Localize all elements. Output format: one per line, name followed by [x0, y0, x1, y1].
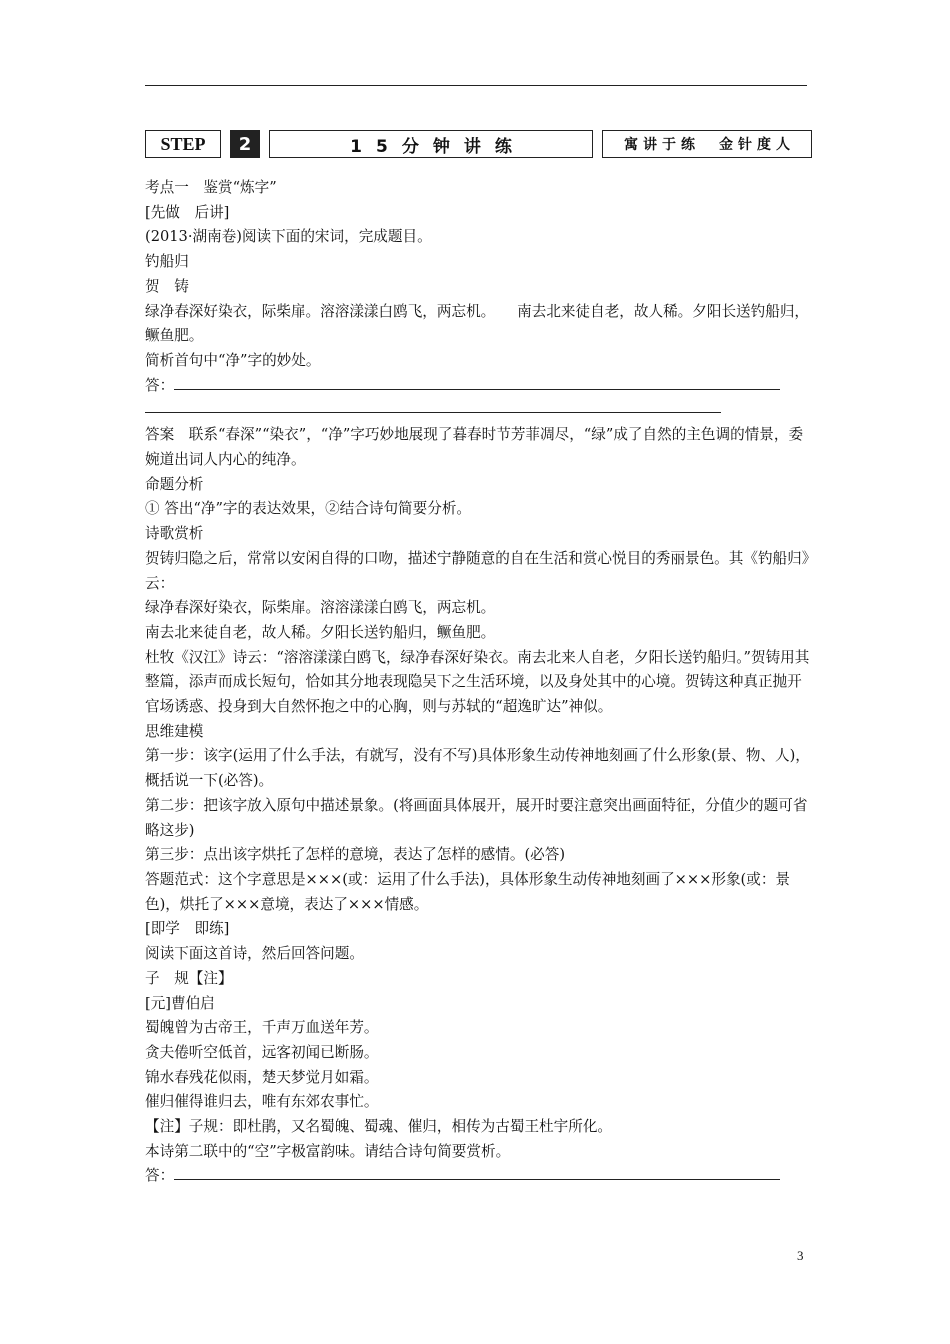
exercise-poem-line: 贪夫倦听空低首，远客初闻已断肠。 [145, 1043, 379, 1061]
section-title: 15分钟讲练 [269, 130, 593, 158]
appreciation-text: 贺铸归隐之后，常常以安闲自得的口吻，描述宁静随意的自在生活和赏心悦目的秀丽景色。其《钓船归》云： [145, 549, 810, 592]
analysis-text: ① 答出“净”字的表达效果，②结合诗句简要分析。 [145, 500, 472, 518]
exercise-question: 本诗第二联中的“空”字极富韵味。请结合诗句简要赏析。 [145, 1142, 511, 1160]
exercise-poem-line: 催归催得谁归去，唯有东郊农事忙。 [145, 1093, 379, 1111]
exercise-intro: 阅读下面这首诗，然后回答问题。 [145, 945, 364, 963]
section-motto: 寓讲于练 金针度人 [602, 130, 812, 158]
answer-text: 答案 联系“春深”“染衣”，“净”字巧妙地展现了暮春时节芳菲凋尽，“绿”成了自然的主色调的情景，委婉道出词人内心的纯净。 [145, 426, 804, 469]
page-number: 3 [797, 1248, 804, 1263]
method-step-2: 第二步：把该字放入原句中描述景象。(将画面具体展开，展开时要注意突出画面特征，分值少的题可省略这步) [145, 796, 808, 839]
method-step-3: 第三步：点出该字烘托了怎样的意境，表达了怎样的感情。(必答) [145, 846, 566, 864]
exercise-poem-title: 子 规【注】 [145, 969, 233, 987]
exercise-poem-line: 蜀魄曾为古帝王，千声万血送年芳。 [145, 1019, 379, 1037]
answer-label: 答： [145, 376, 175, 394]
answer-template: 答题范式：这个字意思是×××(或：运用了什么手法)，具体形象生动传神地刻画了×××形象(或：景色)，烘托了×××意境，表达了×××情感。 [145, 870, 791, 913]
practice-tag: [先做 后讲] [145, 203, 230, 221]
step-number: 2 [230, 130, 260, 158]
method-step-1: 第一步：该字(运用了什么手法，有就写，没有不写)具体形象生动传神地刻画了什么形象(景、物、人)，概括说一下(必答)。 [145, 747, 810, 790]
method-heading: 思维建模 [145, 722, 204, 740]
poem-author: 贺 铸 [145, 277, 189, 295]
answer-blank[interactable] [174, 375, 780, 390]
question-text: 简析首句中“净”字的妙处。 [145, 351, 321, 369]
exercise-poem-author: [元]曹伯启 [145, 994, 215, 1012]
answer-row [145, 374, 810, 399]
poem-line: 南去北来徒自老，故人稀。夕阳长送钓船归，鳜鱼肥。 [145, 623, 496, 641]
exercise-tag: [即学 即练] [145, 920, 230, 938]
final-answer-label: 答： [145, 1167, 175, 1185]
step-label: STEP [145, 130, 221, 158]
poem-line: 绿净春深好染衣，际柴扉。溶溶漾漾白鸥飞，两忘机。 [145, 599, 496, 617]
exercise-note: 【注】子规：即杜鹃，又名蜀魄、蜀魂、催归，相传为古蜀王杜宇所化。 [145, 1118, 613, 1136]
answer-blank-2[interactable] [145, 398, 721, 413]
exercise-poem-line: 锦水春残花似雨，楚天梦觉月如霜。 [145, 1068, 379, 1086]
appreciation-heading: 诗歌赏析 [145, 525, 204, 543]
analysis-heading: 命题分析 [145, 475, 204, 493]
topic-heading: 考点一 鉴赏“炼字” [145, 179, 277, 196]
final-answer-row [145, 1164, 810, 1189]
appreciation-text-2: 杜牧《汉江》诗云：“溶溶漾漾白鸥飞，绿净春深好染衣。南去北来人自老，夕阳长送钓船归。”贺铸用其整篇，添声而成长短句，恰如其分地表现隐吴下之生活环境，以及身处其中的心境。贺铸这种真正抛开官场诱惑、投身到大自然怀抱之中的心胸，则与苏轼的“超逸旷达”神似。 [145, 648, 810, 716]
final-answer-blank[interactable] [174, 1165, 780, 1180]
poem-title: 钓船归 [145, 253, 189, 271]
header-rule [145, 85, 807, 86]
question-intro: (2013·湖南卷)阅读下面的宋词，完成题目。 [145, 228, 432, 246]
poem-text: 绿净春深好染衣，际柴扉。溶溶漾漾白鸥飞，两忘机。 南去北来徒自老，故人稀。夕阳长送钓船归，鳜鱼肥。 [145, 302, 810, 345]
document-body [145, 176, 810, 1189]
